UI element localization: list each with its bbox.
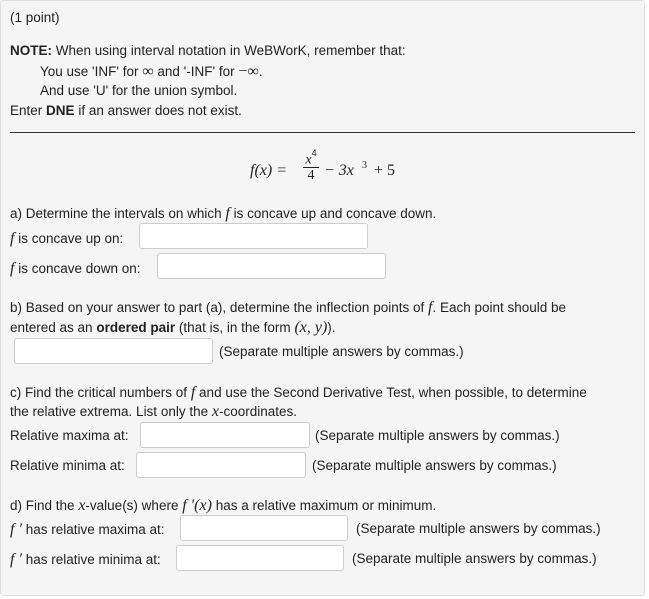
formula-tail: + 5 (374, 162, 396, 179)
neg-infinity-symbol: −∞ (238, 63, 259, 80)
concave-up-label (10, 230, 123, 248)
infinity-symbol: ∞ (142, 63, 154, 80)
concave-down-label (10, 260, 141, 278)
note-inf-text: You use 'INF' for (40, 64, 139, 79)
part-b-text2-post: ). (327, 320, 336, 335)
part-d-text3: has a relative maximum or minimum. (215, 498, 437, 513)
part-c-text2: the relative extrema. List only the (10, 404, 209, 419)
note-label: NOTE: (10, 43, 52, 58)
note-line (10, 43, 406, 58)
part-c-x: x (211, 403, 219, 420)
part-c-line1 (10, 384, 587, 402)
formula-lhs: f(x) = (250, 162, 287, 179)
rel-min-box (136, 452, 306, 478)
part-c-text1: c) Find the critical numbers of (10, 385, 188, 400)
fp-min-input[interactable] (177, 546, 343, 570)
dne-word: DNE (46, 103, 75, 118)
fp-max-input[interactable] (181, 516, 347, 540)
part-d-text2: -value(s) where (85, 498, 179, 513)
part-d-text1: d) Find the (10, 498, 75, 513)
part-c-line2 (10, 403, 297, 421)
rel-max-label: Relative maxima at: (10, 428, 129, 443)
fp-min-box (176, 545, 344, 571)
part-d-prompt (10, 497, 436, 515)
dne-pre: Enter (10, 103, 43, 118)
formula-rest: − 3x (324, 162, 354, 179)
fraction-denominator: 4 (307, 167, 315, 183)
fraction-numerator: x (305, 152, 312, 168)
part-b-f: f (428, 299, 433, 316)
f-symbol: f (10, 260, 15, 277)
ordered-pair-bold: ordered pair (96, 320, 176, 335)
part-d-fprime-x: f ′(x) (182, 497, 212, 514)
rel-max-box (140, 422, 310, 448)
points-label: (1 point) (10, 10, 60, 25)
part-c-text1-post: and use the Second Derivative Test, when possible, to determine (199, 385, 587, 400)
concave-down-text: is concave down on: (18, 261, 141, 276)
part-b-line2 (10, 319, 336, 337)
part-a-text-post: is concave up and concave down. (233, 206, 437, 221)
f-symbol: f (10, 230, 15, 247)
inflection-hint: (Separate multiple answers by commas.) (219, 344, 464, 359)
part-c-text2-post: -coordinates. (218, 404, 298, 419)
inflection-input[interactable] (15, 339, 212, 363)
rel-min-hint: (Separate multiple answers by commas.) (312, 458, 557, 473)
fprime-symbol: f ′ (10, 551, 22, 568)
fp-min-hint: (Separate multiple answers by commas.) (352, 551, 597, 566)
note-union: And use 'U' for the union symbol. (40, 83, 238, 98)
concave-up-input[interactable] (140, 224, 367, 248)
rel-max-input[interactable] (141, 423, 309, 447)
numerator-exponent: 4 (311, 148, 317, 158)
fp-max-hint: (Separate multiple answers by commas.) (356, 521, 601, 536)
part-c-f: f (190, 384, 196, 401)
inflection-box (14, 338, 213, 364)
note-period: . (258, 64, 263, 79)
part-b-text1-post: . Each point should be (432, 300, 567, 315)
rest-exponent: 3 (362, 160, 367, 171)
concave-down-box (157, 253, 386, 279)
fp-min-text: has relative minima at: (25, 552, 161, 567)
concave-up-box (139, 223, 368, 249)
fraction (303, 150, 319, 184)
note-inf-line (40, 63, 263, 81)
part-a-prompt (10, 205, 436, 223)
note-dne-line (10, 103, 242, 118)
part-b-text1: b) Based on your answer to part (a), determine the inflection points of (10, 300, 425, 315)
rel-min-label: Relative minima at: (10, 458, 125, 473)
fp-max-label (10, 521, 165, 539)
part-b-line1 (10, 299, 566, 317)
part-b-text2-mid: (that is, in the form (178, 320, 291, 335)
fp-max-text: has relative maxima at: (25, 522, 165, 537)
part-b-text2: entered as an (10, 320, 93, 335)
dne-post: if an answer does not exist. (78, 103, 242, 118)
fp-max-box (180, 515, 348, 541)
xy-pair: (x, y) (294, 319, 328, 336)
note-intro: When using interval notation in WeBWorK, remember that: (55, 43, 406, 58)
rel-max-hint: (Separate multiple answers by commas.) (315, 428, 560, 443)
note-inf-mid: and '-INF' for (157, 64, 235, 79)
part-a-text: a) Determine the intervals on which (10, 206, 222, 221)
concave-up-text: is concave up on: (18, 231, 124, 246)
part-a-f: f (225, 205, 230, 222)
separator (10, 132, 635, 133)
fprime-symbol: f ′ (10, 521, 22, 538)
concave-down-input[interactable] (158, 254, 385, 278)
rel-min-input[interactable] (137, 453, 305, 477)
part-d-x: x (78, 497, 86, 514)
fp-min-label (10, 551, 161, 569)
